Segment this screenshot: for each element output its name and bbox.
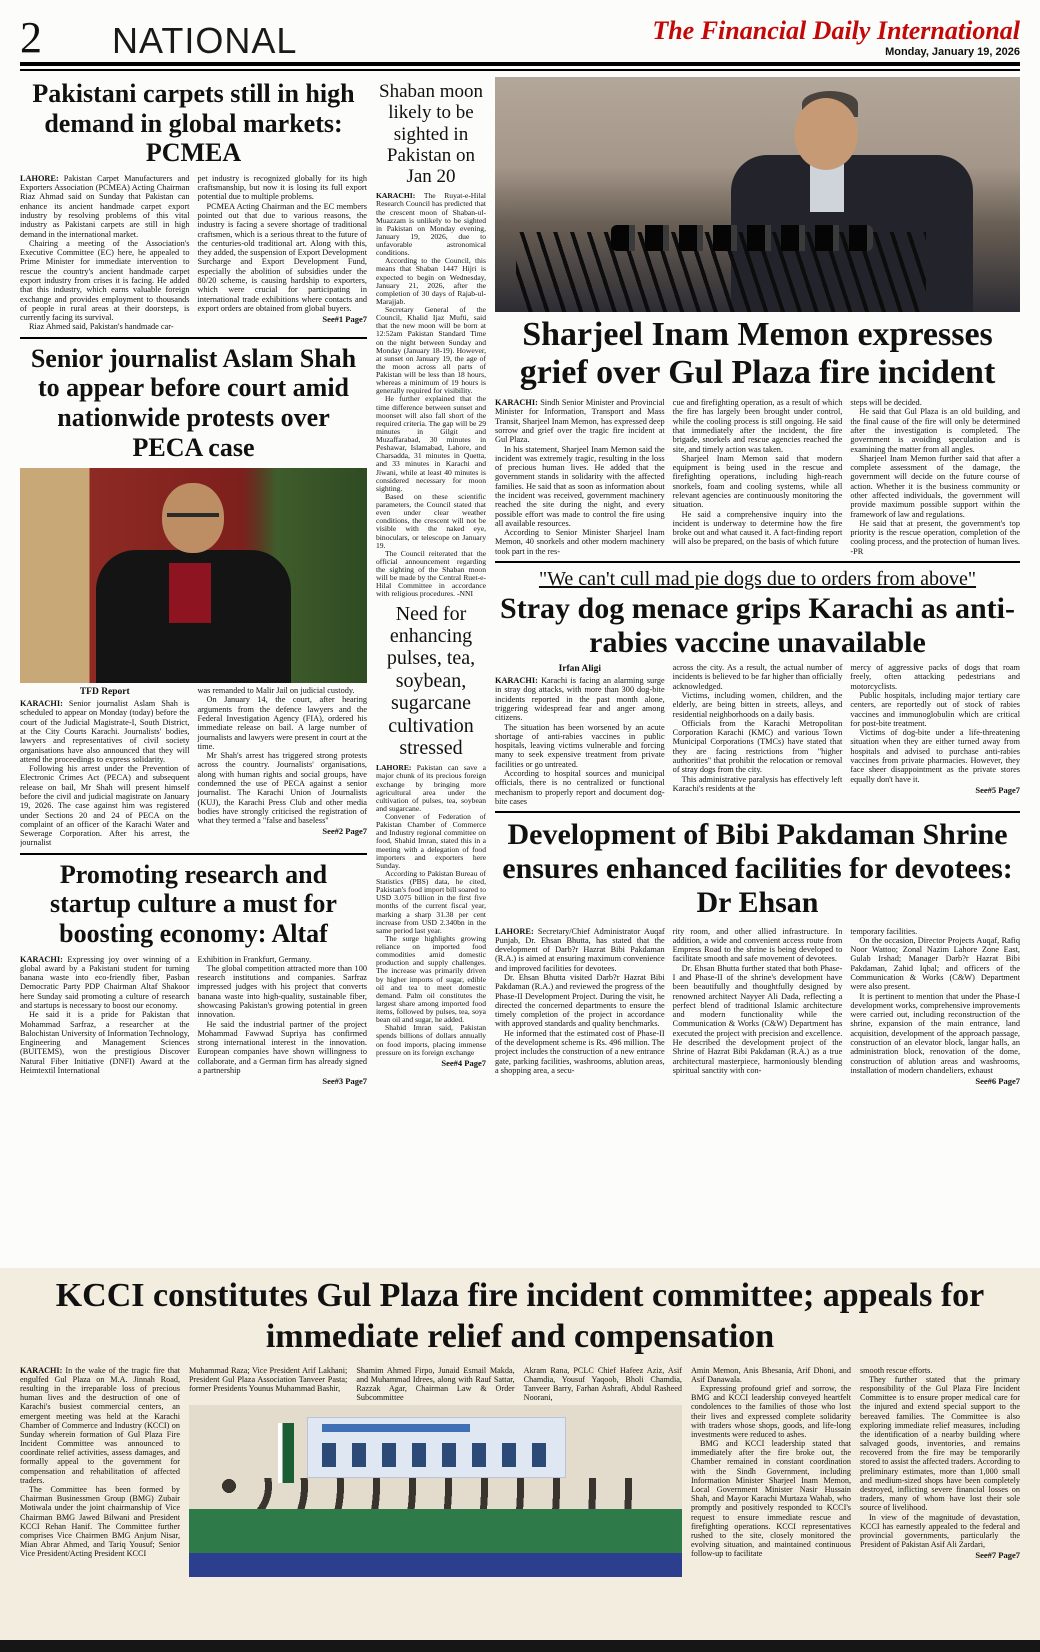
paragraph: smooth rescue efforts. <box>860 1365 933 1375</box>
paragraph: PCMEA Acting Chairman and the EC members pointed out that due to various reasons, the industry is facing a severe shortage of traditional craftsmen, which is a serious threat to the future of the centuries-old traditional art. Along with this, they added, the suspension of Export Development Surcharge and Export Development Fund, especially the abolition of subsidies under the 80/20 scheme, is causing hardship to exporters, which were crucial for participating in international trade exhibitions where contacts and export orders are obtained from global buyers. <box>197 201 367 313</box>
photo-flag <box>278 1423 294 1483</box>
divider <box>20 337 367 339</box>
article-column <box>850 927 1020 1087</box>
paragraph: He said that at present, the government's top priority is the rescue operation, completion of the cooling process, and the protection of human lives. -PR <box>850 518 1020 556</box>
photo-table <box>189 1509 682 1554</box>
paragraph: He informed that the estimated cost of Phase-II of the development scheme is Rs. 496 million. The project includes the construction of a new entrance gate, parking facilities, washrooms, ablution areas, a shopping area, a secu- <box>495 1028 665 1075</box>
photo-figure <box>794 98 858 170</box>
article-column <box>673 663 843 793</box>
article-column <box>20 174 190 332</box>
photo-microphones <box>611 225 874 251</box>
left-column <box>20 77 367 1262</box>
page-number: 2 <box>20 13 42 63</box>
paragraph: On the occasion, Director Projects Auqaf, Rafiq Noor Wattoo; Zonal Nazim Lahore Zone East, Gulab Irshad; Manager Darb?r Hazrat Bibi Pakdaman, Zahid Iqbal; and officers of the Communication & Works (C&W) Department were also present. <box>850 935 1020 992</box>
paragraph: Convener of Federation of Pakistan Chamber of Commerce and Industry regional committee on food, Shahid Imran, stated this in a meeting with a delegation of food importers and exporters here Sunday. <box>376 812 486 870</box>
paragraph: LAHORE: Pakistan can save a major chunk of its precious foreign exchange by bringing more agricultural area under the cultivation of pulses, tea, soybean and sugarcane. <box>376 763 486 813</box>
article-column <box>524 1366 682 1403</box>
article-column <box>850 663 1020 795</box>
paragraph: They further stated that the primary responsibility of the Gul Plaza Fire Incident Committee is to ensure proper medical care for the injured and extend special support to the bereaved families. The Committee is also exploring immediate relief measures, including the identification of a nearby building where salvaged goods, inventories, and remains recovered from the fire may be temporarily stored to assist the affected traders. According to preliminary estimates, more than 1,000 small and medium-sized shops have been completely destroyed, inflicting severe financial losses on traders, many of whom have lost their sole source of livelihood. <box>860 1374 1020 1513</box>
paragraph: Victims, including women, children, and the elderly, are being bitten in streets, alleys, and residential neighborhoods on a daily basis. <box>672 690 843 719</box>
paragraph: pet industry is recognized globally for its high craftsmanship, but now it is losing its full export potential due to multiple problems. <box>197 173 367 202</box>
photo-kcci-press-conference <box>189 1405 682 1577</box>
article-research-startup <box>20 860 367 1087</box>
paragraph: Shamim Ahmed Firpo, Junaid Esmail Makda, and Muhammad Idrees, along with Rauf Sattar, Razzak Agar, Chairman Law & Order Subcommittee <box>356 1365 515 1403</box>
article-bibi-pakdaman <box>495 818 1020 1086</box>
bottom-bar <box>0 1640 1040 1652</box>
paragraph: LAHORE: Secretary/Chief Administrator Auqaf Punjab, Dr. Ehsan Bhutta, has stated that the development of Darb?r Hazrat Bibi Pakdaman (R.A.) is aimed at ensuring maximum convenience and improved facilities for devotees. <box>495 926 665 973</box>
divider <box>20 853 367 855</box>
jump-line: See#3 Page7 <box>322 1076 367 1087</box>
photo-banner <box>322 1424 470 1432</box>
article-column <box>20 955 190 1076</box>
paragraph: Public hospitals, including major tertiary care centers, are reportedly out of stock of rabies vaccines and immunoglobulin which are critical for post-bite treatment. <box>850 690 1020 728</box>
paragraph: Mr Shah's arrest has triggered strong protests across the country. Journalists' organisations, along with human rights and social groups, have condemned the use of PECA against a senior journalist. The Karachi Union of Journalists (KUJ), the Karachi Press Club and other media bodies have strongly criticised the registration of what they termed a "false and baseless" <box>197 751 367 826</box>
byline: TFD Report <box>79 687 130 698</box>
main-content <box>20 77 1020 1262</box>
article-headline: Need for enhancing pulses, tea, soybean, sugarcane cultivation stressed <box>386 602 476 759</box>
paragraph: Riaz Ahmed said, Pakistan's handmade car- <box>29 322 174 332</box>
paragraph: In view of the magnitude of devastation, KCCI has earnestly appealed to the federal and provincial governments, particularly the President of Pakistan Asif Ali Zardari, <box>860 1512 1020 1550</box>
paragraph: He said the industrial partner of the project Mohammad Fawwad Supriya has confirmed strong international interest in the innovation. European companies have shown willingness to collaborate, and a German firm has already signed a partnership <box>197 1019 367 1075</box>
article-column <box>495 927 665 1076</box>
article-stray-dogs <box>495 568 1020 806</box>
article-column <box>673 927 843 1076</box>
article-column <box>198 955 368 1087</box>
paragraph: across the city. As a result, the actual number of incidents is believed to be far higher than officially acknowledged. <box>672 663 843 691</box>
paragraph: He said it is a pride for Pakistan that Mohammad Sarfraz, a researcher at the Balochistan University of Information Technology, Engineering and Management Sciences (BUITEMS), won the prestigious Discover Natural Fiber Initiative (DNFI) Award at the Heimtextil International <box>20 1010 190 1075</box>
paragraph: Shahid Imran said, Pakistan spends billions of dollars annually on food imports, placing immense pressure on its foreign exchange <box>376 1023 486 1057</box>
article-headline: Senior journalist Aslam Shah to appear before court amid nationwide protests over PECA case <box>30 343 357 462</box>
paragraph: steps will be decided. <box>850 398 922 408</box>
article-column <box>198 686 368 836</box>
paragraph: cue and firefighting operation, as a result of which the fire has largely been brought under control, while the cooling process is still ongoing. He said that immediately after the incident, the fire brigade, snorkels and rescue agencies reached the site, and timely action was taken. <box>672 398 843 454</box>
paragraph: This administrative paralysis has effectively left Karachi's residents at the <box>672 774 843 793</box>
article-column <box>691 1366 851 1578</box>
header-rule <box>20 62 1020 71</box>
paragraph: Sharjeel Inam Memon said that modern equipment is being used in the rescue and firefighting operations, including high-reach snorkels, foam and cooling systems, while all relevant agencies are continuously monitoring the situation. <box>672 453 843 510</box>
paragraph: Exhibition in Frankfurt, Germany. <box>197 954 312 964</box>
article-aslam-shah <box>20 344 367 848</box>
photo-banner <box>322 1443 549 1467</box>
photo-figure <box>169 563 211 623</box>
jump-line: See#6 Page7 <box>975 1076 1020 1087</box>
page-header <box>20 6 1020 63</box>
paragraph: The surge highlights growing reliance on imported food commodities amid domestic production and supply challenges. The increase was primarily driven by higher imports of sugar, edible oil and tea to meet domestic demand. Palm oil constitutes the largest share among imported food items, followed by pulses, tea, soya bean oil and sugar, he added. <box>376 933 486 1025</box>
paragraph: Sharjeel Inam Memon further said that after a complete assessment of the damage, the government will decide on the future course of action. Whether it is the business community or other affected individuals, the government will provide maximum possible support within the framework of law and regulations. <box>850 453 1020 519</box>
divider <box>495 811 1020 813</box>
article-headline: Development of Bibi Pakdaman Shrine ensures enhanced facilities for devotees: Dr Ehsan <box>502 818 1013 920</box>
section-title: NATIONAL <box>112 19 298 61</box>
paragraph: Secretary General of the Council, Khalid Ijaz Mufti, said that the new moon will be born at 12:52am Pakistan Standard Time on the night between Sunday and Monday (January 18-19). However, at sunset on January 19, the age of the moon across all parts of Pakistan will be less than 18 hours, whereas a minimum of 19 hours is generally required for visibility. <box>376 305 486 396</box>
article-column <box>198 174 368 324</box>
paragraph: Based on these scientific parameters, the Council stated that even under clear weather conditions, the crescent will not be visible with the naked eye, binoculars, or telescope on January 19. <box>376 491 486 550</box>
photo-figure <box>167 513 219 527</box>
photo-sharjeel-memon <box>495 77 1020 312</box>
paragraph: Officials from the Karachi Metropolitan Corporation Karachi (KMC) and various Town Municipal Corporations (TMCs) have stated that they are facing restrictions from "higher authorities" that prohibit the relocation or removal of stray dogs from the city. <box>672 718 843 775</box>
paragraph: KARACHI: Karachi is facing an alarming surge in stray dog attacks, with more than 300 dog-bite incidents reported in the past month alone, triggering widespread fear and anger among citizens. <box>495 676 665 723</box>
issue-date: Monday, January 19, 2026 <box>885 46 1020 58</box>
article-column <box>356 1366 514 1403</box>
paragraph: KARACHI: In the wake of the tragic fire that engulfed Gul Plaza on M.A. Jinnah Road, resulting in the irreparable loss of precious human lives and the destruction of one of Karachi's busiest commercial centers, an emergent meeting was held at the Karachi Chamber of Commerce and Industry (KCCI) on Sunday wherein formation of Gul Plaza Fire Incident Committee was announced to coordinate relief activities, assess damages, and formally appeal to the government for compensation and rehabilitation of affected traders. <box>20 1365 180 1485</box>
paragraph: Chairing a meeting of the Association's Executive Committee (EC) here, he appealed to Prime Minister for immediate intervention to rescue the country's ancient handmade carpet export industry from crises it is facing. He added that this industry, which earns valuable foreign exchange and provides employment to thousands of people in rural areas at their doorsteps, is currently facing its survival. <box>20 238 190 323</box>
jump-line: See#4 Page7 <box>441 1057 486 1068</box>
paragraph: LAHORE: Pakistan Carpet Manufacturers and Exporters Association (PCMEA) Acting Chairman Riaz Ahmad said on Sunday that Pakistan can enhance its ancient handmade carpet export industry by resolving problems of this vital industry as Pakistani carpets are still in high demand in the international market. <box>20 173 190 239</box>
paragraph: He further explained that the time difference between sunset and moonset will also fall short of the required criteria. The gap will be 29 minutes in Gilgit and Muzaffarabad, 30 minutes in Peshawar, Islamabad, Lahore, and Charsadda, 31 minutes in Quetta, and 33 minutes in Karachi and Jiwani, while at least 40 minutes is considered necessary for moon sighting. <box>376 394 486 493</box>
article-column <box>20 1366 180 1578</box>
article-column <box>20 686 190 848</box>
paragraph: According to hospital sources and municipal officials, there is no centralized or functional mechanism to properly report and document dog-bite cases <box>495 768 665 806</box>
paragraph: The situation has been worsened by an acute shortage of anti-rabies vaccines in public hospitals, leaving victims vulnerable and forcing many to seek expensive treatment from private facilities or go untreated. <box>495 722 665 769</box>
paragraph: According to the Council, this means that Shaban 1447 Hijri is expected to begin on Wednesday, January 21, 2026, after the completion of 30 days of Rajab-ul-Marajjab. <box>376 256 486 306</box>
paragraph: rity room, and other allied infrastructure. In addition, a wide and convenient access route from Empress Road to the shrine is being developed to facilitate smooth and safe movement of devotees. <box>672 926 843 964</box>
paragraph: Expressing profound grief and sorrow, the BMG and KCCI leadership conveyed heartfelt condolences to the families of those who lost their lives and expressed complete solidarity with traders whose shops, goods, and life-long investments were reduced to ashes. <box>691 1383 851 1439</box>
article-headline: KCCI constitutes Gul Plaza fire incident committee; appeals for immediate relief and compensation <box>55 1277 985 1355</box>
article-column <box>495 663 665 806</box>
paragraph: mercy of aggressive packs of dogs that roam freely, often attacking pedestrians and motorcyclists. <box>850 663 1020 691</box>
paragraph: was remanded to Malir Jail on judicial custody. <box>197 686 355 696</box>
paragraph: It is pertinent to mention that under the Phase-I development works, comprehensive improvements were carried out, including reconstruction of the shrine, expansion of the main entrance, land acquisition, development of the approach passage, construction of an elevator block, langar halls, an administration block, renovation of the dome, construction of ablution areas and washrooms, installation of modern chandeliers, exhaust <box>850 991 1020 1075</box>
paragraph: Amin Memon, Anis Bhesania, Arif Dhoni, and Asif Danawala. <box>691 1365 851 1384</box>
article-headline: Pakistani carpets still in high demand in global markets: PCMEA <box>32 79 355 168</box>
jump-line: See#2 Page7 <box>322 826 367 837</box>
paragraph: According to Senior Minister Sharjeel Inam Memon, 40 snorkels and other modern machinery took part in the res- <box>495 528 665 556</box>
paragraph: On January 14, the court, after hearing arguments from the defence lawyers and the Federal Investigation Agency (FIA), ordered his immediate release on bail. A large number of journalists and lawyers were present in court at the time. <box>197 695 367 751</box>
paragraph: KARACHI: Sindh Senior Minister and Provincial Minister for Information, Transport and Mass Transit, Sharjeel Inam Memon, has expressed deep sorrow and grief over the tragic fire incident at Gul Plaza. <box>495 398 665 445</box>
photo-aslam-shah <box>20 468 367 683</box>
paragraph: temporary facilities. <box>850 926 918 936</box>
byline: Irfan Aligi <box>558 664 602 675</box>
paragraph: He said that Gul Plaza is an old building, and the final cause of the fire will only be determined after the investigation is completed. The government is avoiding speculation and is examining the matter from all angles. <box>850 407 1020 454</box>
divider <box>495 561 1020 563</box>
article-column <box>189 1366 347 1403</box>
paragraph: Dr. Ehsan Bhutta further stated that both Phase-I and Phase-II of the shrine's development have been beautifully and thoughtfully designed by renowned architect Nayyer Ali Dada, reflecting a perfect blend of traditional Islamic architecture and modern functionality while the Communication & Works (C&W) Department has executed the project with precision and excellence. He described the development project of the Shrine of Hazrat Bibi Pakdaman (R.A.) as a true architectural masterpiece, harmoniously blending spiritual sanctity with con- <box>672 963 843 1075</box>
article-headline: Sharjeel Inam Memon expresses grief over Gul Plaza fire incident <box>519 316 996 392</box>
jump-line: See#5 Page7 <box>975 784 1020 795</box>
article-carpets <box>20 79 367 332</box>
paragraph: Victims of dog-bite under a life-threatening situation when they are either turned away from hospitals and advised to purchase anti-rabies vaccines from private pharmacies. However, they face sheer disappointment as the private stores equally don't have it. <box>850 728 1020 784</box>
paragraph: BMG and KCCI leadership stated that immediately after the fire broke out, the Chamber remained in constant coordination with the Sindh Government, including Information Minister Sharjeel Inam Memon, Local Government Minister Nasir Hussain Shah, and Mayor Karachi Murtaza Wahab, who promptly and positively responded to KCCI's request to ensure immediate rescue and firefighting operations. KCCI representatives rushed to the site, closely monitored the evolving situation, and maintained continuous follow-up to facilitate <box>691 1439 851 1559</box>
article-headline: Promoting research and startup culture a must for boosting economy: Altaf <box>50 859 337 948</box>
article-column <box>495 398 665 556</box>
article-headline: Shaban moon likely to be sighted in Pakistan on Jan 20 <box>379 81 483 188</box>
paragraph: Muhammad Raza; Vice President Arif Lakhani; President Gul Plaza Association Tanveer Pasta; former Presidents Younus Muhammad Bashir, <box>189 1365 348 1393</box>
paragraph: The Committee has been formed by Chairman Businessmen Group (BMG) Zubair Motiwala under the joint chairmanship of Vice Chairman BMG Jawed Bilwani and President KCCI Rehan Hanif. The Committee further comprises Vice Chairmen BMG Anjum Nisar, Mian Abrar Ahmed, and Tariq Yousuf; Senior Vice President/Acting President KCCI <box>20 1485 180 1559</box>
article-column <box>673 398 843 547</box>
kicker: "We can't cull mad pie dogs due to orders from above" <box>538 567 977 590</box>
paragraph: KARACHI: Expressing joy over winning of a global award by a Pakistani student for turning banana waste into eco-friendly fiber, Pasban Democratic Party PDP Chairman Altaf Shakoor here Sunday said promoting a culture of research and startups is necessary to boost our economy. <box>20 954 190 1010</box>
paragraph: KARACHI: Senior journalist Aslam Shah is scheduled to appear on Monday (today) before the court of the Judicial Magistrate-I, South District, at the City Courts Karachi. Journalists' bodies, lawyers and representatives of civil society organisations have also announced that they will attend the proceedings to express solidarity. <box>20 699 190 764</box>
paragraph: The global competition attracted more than 100 research institutions and companies. Sarfraz impressed judges with his project that converts banana waste into high-quality, sustainable fiber, showcasing Pakistan's growing potential in green innovation. <box>197 963 367 1020</box>
paragraph: Akram Rana, PCLC Chief Hafeez Aziz, Asif Chamdia, Yousuf Yaqoob, Bholi Chamdia, Tanveer Barry, Farhan Ashrafi, Abdul Rasheed Noorani, <box>523 1365 682 1403</box>
right-column <box>495 77 1020 1262</box>
article-pulses-cultivation <box>376 603 486 1068</box>
article-column <box>860 1366 1020 1578</box>
paragraph: In his statement, Sharjeel Inam Memon said the incident was extremely tragic, resulting in the loss of precious human lives. He added that the government stands in solidarity with the affected families. He said that as soon as information about the incident was received, government machinery reached the site during the night, and every possible effort was made to control the fire using all available resources. <box>495 444 665 528</box>
paragraph: According to Pakistan Bureau of Statistics (PBS) data, he cited, Pakistan's food import bill soared to USD 3.075 billion in the first five months of the current fiscal year, marking a sharp 31.38 per cent increase from USD 2.340bn in the same period last year. <box>376 868 486 935</box>
paragraph: KARACHI: The Ruyat-e-Hilal Research Council has predicted that the crescent moon of Shaban-ul-Muazzam is unlikely to be sighted in Pakistan on Monday evening, January 19, 2026, due to unfavorable astronomical conditions. <box>376 191 486 258</box>
middle-column <box>376 77 486 1262</box>
article-sharjeel-memon <box>495 77 1020 556</box>
paragraph: Dr. Ehsan Bhutta visited Darb?r Hazrat Bibi Pakdaman (R.A.) and reviewed the progress of the Phase-II Development Project. During the visit, he directed the concerned departments to ensure the timely completion of the project in accordance with approved standards and quality benchmarks. <box>495 973 665 1029</box>
article-shaban-moon <box>376 81 486 599</box>
article-column <box>850 398 1020 556</box>
photo-table <box>189 1553 682 1577</box>
paragraph: The Council reiterated that the official announcement regarding the sighting of the Shaban moon will be made by the Central Ruet-e-Hilal Committee in accordance with religious procedures. -NNI <box>376 548 486 599</box>
jump-line: See#1 Page7 <box>322 314 367 325</box>
article-headline: Stray dog menace grips Karachi as anti-rabies vaccine unavailable <box>500 591 1015 659</box>
paragraph: He said a comprehensive inquiry into the incident is underway to determine how the fire broke out and what caused it. A fact-finding report will also be prepared, on the basis of which future <box>672 509 843 547</box>
masthead: The Financial Daily International <box>652 16 1020 45</box>
jump-line: See#7 Page7 <box>975 1550 1020 1561</box>
paragraph: Following his arrest under the Prevention of Electronic Crimes Act (PECA) and subsequent release on bail, Mr Shah will present himself before the civil and judicial magistrate on January 19, 2026. The case against him was registered under Sections 20 and 24 of PECA on the complaint of an officer of the Karachi Water and Sewerage Corporation. After his arrest, the journalist <box>20 764 190 848</box>
article-middle-block <box>189 1366 682 1578</box>
article-kcci-committee <box>0 1268 1040 1643</box>
